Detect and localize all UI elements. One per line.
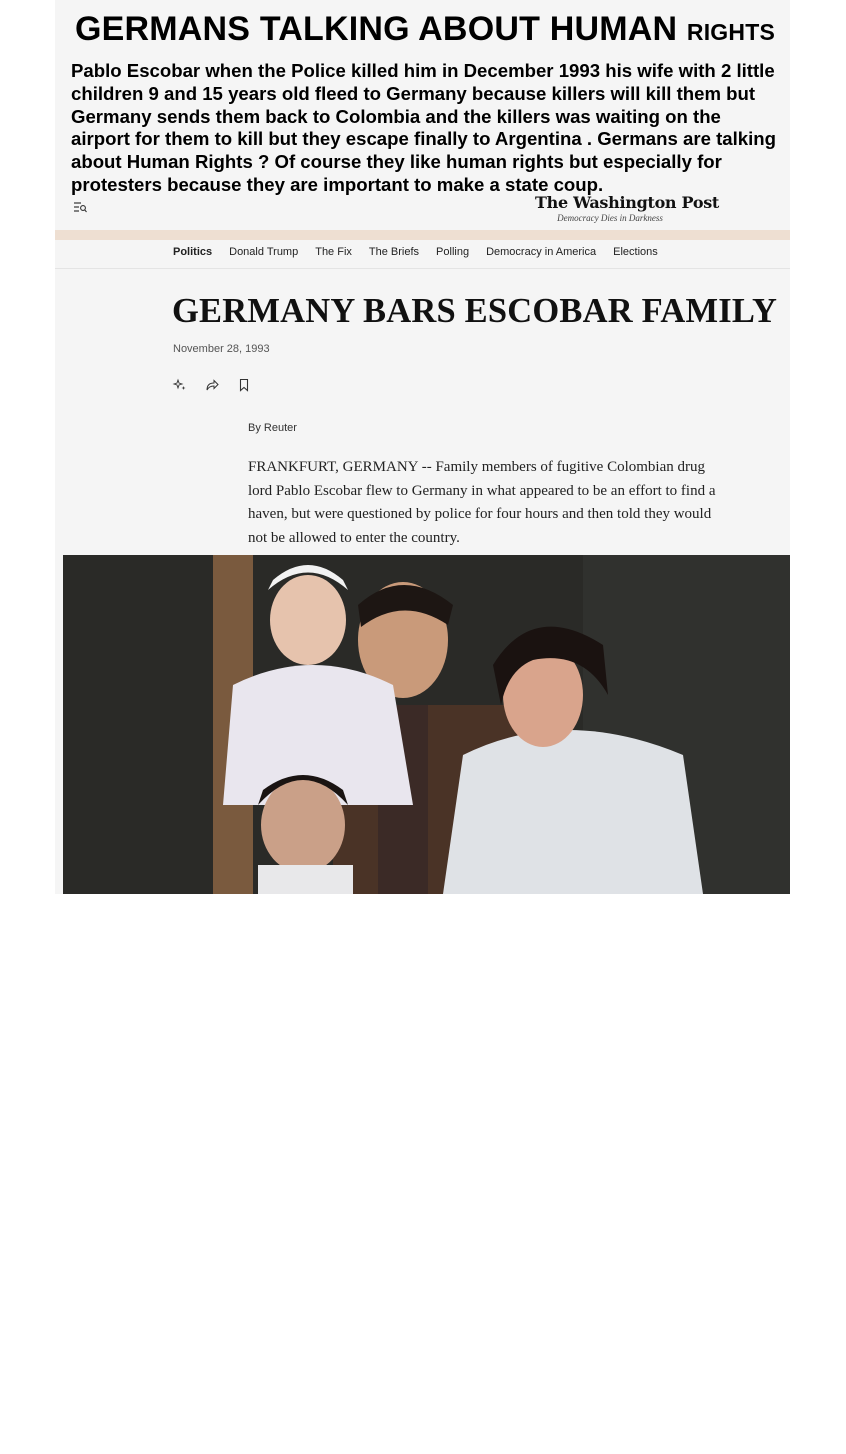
menu-search-icon[interactable] — [73, 201, 87, 213]
nav-divider — [55, 268, 790, 269]
meme-body-text: Pablo Escobar when the Police killed him in December 1993 his wife with 2 little children 9 and 15 years old fleed to Germany because killers will kill them but Germany sends them back to Colombia and the killers was waiting on the airport for them to kill but they escape finally to Argentina . Germans are talking about Human Rights ? Of course they like human rights but especially for protesters because they are important to make a state coup. — [71, 60, 776, 195]
publication-tagline: Democracy Dies in Darkness — [557, 213, 663, 223]
photo-caption: Strategic session — [80, 1439, 188, 1454]
nav-item-elections[interactable]: Elections — [613, 246, 658, 258]
share-icon[interactable] — [205, 378, 219, 392]
screenshot-card — [55, 0, 790, 1454]
article-byline: By Reuter — [248, 422, 297, 434]
nav-item-donald-trump[interactable]: Donald Trump — [229, 246, 299, 258]
nav-item-politics[interactable]: Politics — [173, 246, 213, 258]
article-body: FRANKFURT, GERMANY -- Family members of fugitive Colombian drug lord Pablo Escobar flew to Germany in what appeared to be an effort to find a haven, but were questioned by police for four hours and then told they would not be allowed to enter the country. — [248, 459, 716, 546]
nav-item-the-fix[interactable]: The Fix — [315, 246, 352, 258]
article-headline: GERMANY BARS ESCOBAR FAMILY — [172, 292, 778, 330]
nav-item-the-briefs[interactable]: The Briefs — [368, 246, 420, 258]
meme-title — [75, 10, 775, 49]
sparkle-icon[interactable] — [173, 378, 187, 392]
article-date: November 28, 1993 — [173, 343, 270, 355]
nav-item-polling[interactable]: Polling — [436, 246, 470, 258]
section-nav — [173, 246, 658, 262]
washington-post-logo[interactable] — [535, 193, 720, 223]
nav-item-democracy-in-america[interactable]: Democracy in America — [486, 246, 597, 258]
bookmark-icon[interactable] — [237, 378, 251, 392]
accent-bar — [55, 230, 790, 240]
publication-name: The Washington Post — [535, 193, 720, 212]
family-photo-illustration — [63, 555, 790, 894]
family-photo — [63, 555, 790, 1454]
meme-title-main: GERMANS TALKING ABOUT HUMAN — [75, 10, 678, 48]
meme-title-small: RIGHTS — [686, 19, 775, 45]
article-actions — [173, 378, 251, 392]
